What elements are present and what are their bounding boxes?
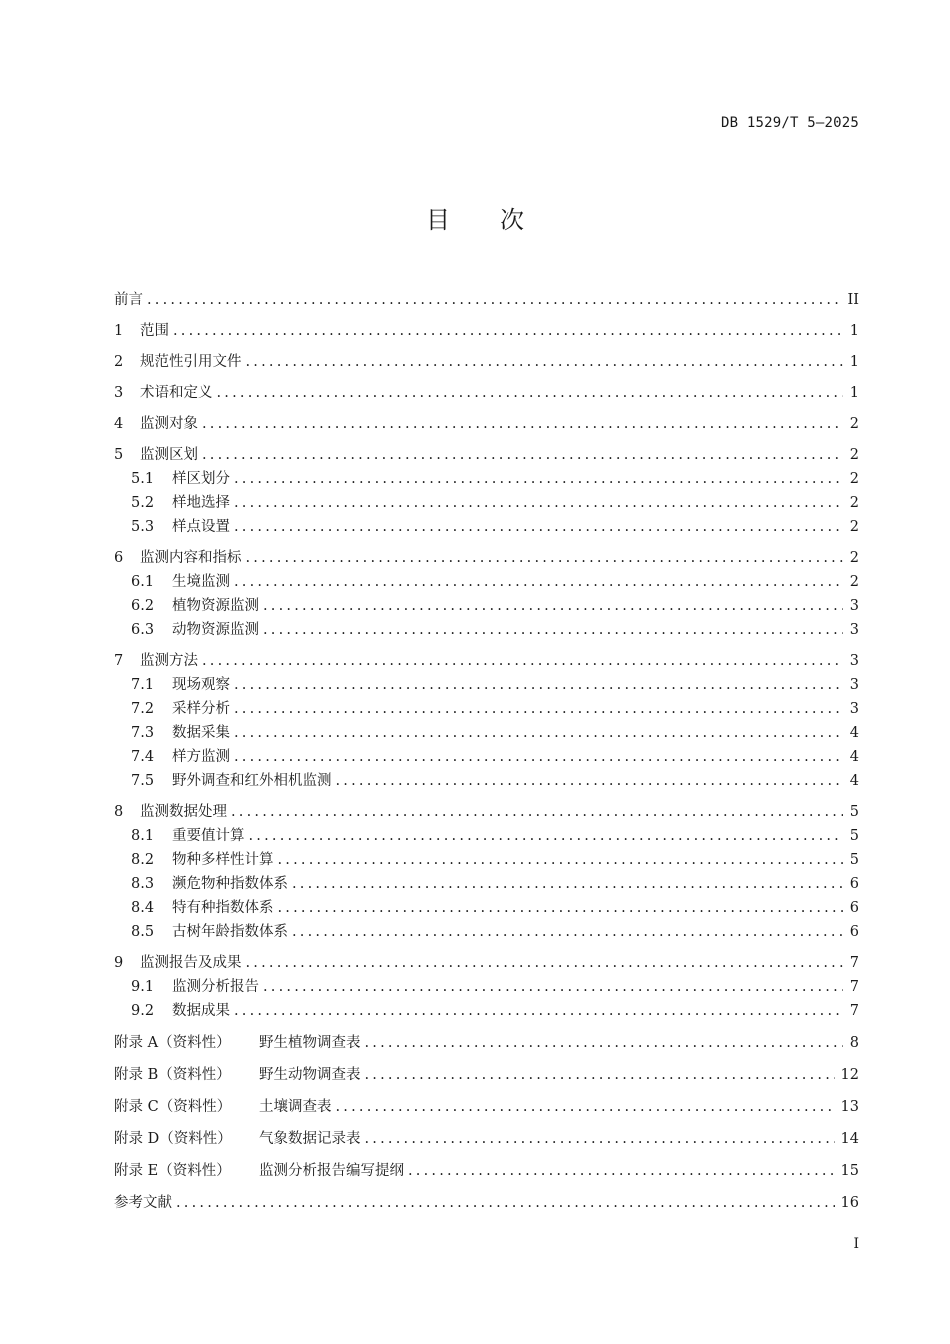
toc-dot-leader	[365, 1063, 835, 1087]
toc-dot-leader	[249, 824, 844, 848]
toc-dot-leader	[336, 1095, 835, 1119]
toc-entry-number: 8.3	[131, 876, 155, 892]
toc-entry-text: 植物资源监测	[172, 598, 259, 614]
toc-entry-text: 现场观察	[172, 677, 230, 693]
toc-entry-label	[131, 515, 230, 539]
toc-dot-leader	[202, 443, 843, 467]
toc-entry-label	[131, 467, 230, 491]
toc-entry-page: 5	[849, 852, 859, 868]
toc-dot-leader	[176, 1191, 835, 1215]
toc-entry-label	[131, 594, 259, 618]
toc-entry-label	[114, 951, 242, 975]
toc-dot-leader	[246, 350, 844, 374]
toc-entry-page: 12	[840, 1067, 859, 1083]
toc-dot-leader	[234, 570, 843, 594]
toc-entry-label	[114, 381, 213, 405]
toc-entry-page: 1	[849, 385, 859, 401]
page-number: I	[853, 1236, 859, 1252]
toc-dot-leader	[278, 848, 844, 872]
toc-entry-text: 监测数据处理	[140, 804, 227, 820]
toc-entry-page: 2	[849, 550, 859, 566]
toc-entry-label	[131, 745, 230, 769]
toc-entry-label	[114, 546, 242, 570]
toc-dot-leader	[365, 1031, 844, 1055]
toc-entry[interactable]	[114, 769, 859, 793]
toc-entry-page: 2	[849, 416, 859, 432]
toc-entry-text: 物种多样性计算	[172, 852, 274, 868]
toc-entry-label	[131, 824, 245, 848]
toc-entry-page: 7	[849, 1003, 859, 1019]
toc-entry-page: 6	[849, 924, 859, 940]
toc-entry-label	[131, 848, 274, 872]
page-title: 目次	[426, 206, 574, 234]
toc-entry-text: 范围	[140, 323, 169, 339]
toc-dot-leader	[173, 319, 843, 343]
toc-dot-leader	[263, 594, 843, 618]
toc-entry-label	[131, 570, 230, 594]
toc-entry-text: 数据成果	[172, 1003, 230, 1019]
toc-entry-text: 生境监测	[172, 574, 230, 590]
toc-dot-leader	[234, 999, 843, 1023]
toc-entry-label	[114, 1031, 361, 1055]
toc-entry-page: 5	[849, 828, 859, 844]
toc-entry-number: 5.3	[131, 519, 155, 535]
toc-entry-page: 5	[849, 804, 859, 820]
toc-appendix-prefix: 附录 B（资料性）	[114, 1067, 231, 1083]
toc-entry-number: 5	[114, 447, 124, 463]
toc-entry-label	[131, 999, 230, 1023]
toc-entry-label	[131, 697, 230, 721]
toc-entry-text: 监测内容和指标	[140, 550, 242, 566]
toc-entry-number: 7.2	[131, 701, 155, 717]
toc-entry-text: 监测区划	[140, 447, 198, 463]
toc-entry-page: 6	[849, 900, 859, 916]
toc-entry-label	[114, 1127, 361, 1151]
toc-entry[interactable]	[114, 951, 859, 975]
toc-entry-text: 数据采集	[172, 725, 230, 741]
toc-dot-leader	[217, 381, 844, 405]
toc-entry-label	[114, 412, 198, 436]
toc-entry-number: 8.4	[131, 900, 155, 916]
toc-entry-text: 术语和定义	[140, 385, 213, 401]
toc-entry-text: 监测对象	[140, 416, 198, 432]
table-of-contents	[114, 288, 859, 1215]
toc-entry-page: 4	[849, 725, 859, 741]
toc-dot-leader	[246, 951, 844, 975]
toc-entry-number: 7	[114, 653, 124, 669]
toc-entry-text: 濒危物种指数体系	[172, 876, 288, 892]
toc-entry-text: 样地选择	[172, 495, 230, 511]
toc-entry-page: 7	[849, 955, 859, 971]
toc-dot-leader	[292, 872, 843, 896]
toc-entry-label	[114, 443, 198, 467]
toc-entry-label	[131, 896, 274, 920]
toc-entry-number: 7.5	[131, 773, 155, 789]
toc-entry-label	[114, 350, 242, 374]
toc-entry-text: 样区划分	[172, 471, 230, 487]
toc-entry[interactable]	[114, 618, 859, 642]
toc-entry-number: 2	[114, 354, 124, 370]
toc-entry[interactable]	[114, 412, 859, 436]
toc-entry-text: 野生植物调查表	[259, 1035, 361, 1051]
toc-dot-leader	[263, 618, 843, 642]
toc-entry-label	[114, 1095, 332, 1119]
toc-appendix-prefix: 附录 A（资料性）	[114, 1035, 231, 1051]
toc-entry-label	[114, 1159, 404, 1183]
toc-dot-leader	[263, 975, 843, 999]
toc-entry-text: 前言	[114, 292, 143, 308]
toc-dot-leader	[336, 769, 844, 793]
toc-entry-page: 4	[849, 749, 859, 765]
toc-entry-text: 采样分析	[172, 701, 230, 717]
toc-entry-label	[114, 319, 169, 343]
toc-dot-leader	[202, 412, 843, 436]
toc-entry-label	[131, 920, 288, 944]
toc-entry-page: 2	[849, 574, 859, 590]
toc-entry-label	[114, 649, 198, 673]
toc-entry-number: 7.1	[131, 677, 155, 693]
toc-entry-label	[114, 800, 227, 824]
toc-entry[interactable]	[114, 491, 859, 515]
toc-entry-text: 监测报告及成果	[140, 955, 242, 971]
toc-appendix-prefix: 附录 E（资料性）	[114, 1163, 231, 1179]
toc-dot-leader	[234, 721, 843, 745]
toc-entry-page: II	[847, 292, 859, 308]
toc-entry[interactable]	[114, 800, 859, 824]
toc-entry[interactable]	[114, 319, 859, 343]
toc-dot-leader	[234, 745, 843, 769]
toc-entry-page: 3	[849, 653, 859, 669]
toc-dot-leader	[234, 673, 843, 697]
toc-entry[interactable]	[114, 288, 859, 312]
toc-entry-text: 气象数据记录表	[259, 1131, 361, 1147]
toc-entry-number: 8.1	[131, 828, 155, 844]
toc-entry-number: 9.1	[131, 979, 155, 995]
toc-entry-label	[131, 872, 288, 896]
toc-entry-page: 15	[840, 1163, 859, 1179]
toc-entry-page: 14	[840, 1131, 859, 1147]
toc-entry[interactable]	[114, 745, 859, 769]
toc-entry-text: 样点设置	[172, 519, 230, 535]
toc-dot-leader	[292, 920, 843, 944]
toc-entry-text: 重要值计算	[172, 828, 245, 844]
toc-entry-page: 2	[849, 495, 859, 511]
toc-entry-number: 6	[114, 550, 124, 566]
toc-entry-text: 监测方法	[140, 653, 198, 669]
toc-entry[interactable]	[114, 350, 859, 374]
toc-entry-number: 7.3	[131, 725, 155, 741]
toc-entry-text: 动物资源监测	[172, 622, 259, 638]
toc-entry[interactable]	[114, 515, 859, 539]
toc-entry-text: 监测分析报告	[172, 979, 259, 995]
toc-dot-leader	[147, 288, 842, 312]
toc-dot-leader	[246, 546, 844, 570]
toc-entry-text: 野外调查和红外相机监测	[172, 773, 332, 789]
toc-entry-number: 4	[114, 416, 124, 432]
toc-entry[interactable]	[114, 649, 859, 673]
toc-appendix-prefix: 附录 D（资料性）	[114, 1131, 232, 1147]
toc-entry[interactable]	[114, 697, 859, 721]
toc-entry[interactable]	[114, 1063, 859, 1087]
toc-dot-leader	[365, 1127, 835, 1151]
toc-entry-page: 1	[849, 323, 859, 339]
toc-dot-leader	[234, 697, 843, 721]
toc-entry-number: 5.2	[131, 495, 155, 511]
toc-entry-number: 9	[114, 955, 124, 971]
toc-entry-label	[114, 1063, 361, 1087]
toc-entry-page: 2	[849, 447, 859, 463]
toc-entry-text: 特有种指数体系	[172, 900, 274, 916]
toc-entry-text: 参考文献	[114, 1195, 172, 1211]
toc-entry-page: 16	[840, 1195, 859, 1211]
toc-entry-number: 5.1	[131, 471, 155, 487]
toc-entry-label	[131, 721, 230, 745]
toc-entry-page: 13	[840, 1099, 859, 1115]
toc-entry[interactable]	[114, 1095, 859, 1119]
toc-dot-leader	[202, 649, 843, 673]
toc-entry-label	[131, 673, 230, 697]
toc-entry-page: 1	[849, 354, 859, 370]
toc-entry-label	[131, 618, 259, 642]
toc-entry-page: 6	[849, 876, 859, 892]
toc-entry[interactable]	[114, 848, 859, 872]
toc-entry[interactable]	[114, 1191, 859, 1215]
toc-entry-page: 4	[849, 773, 859, 789]
toc-entry-label	[131, 491, 230, 515]
toc-entry-page: 3	[849, 598, 859, 614]
toc-dot-leader	[278, 896, 844, 920]
toc-entry-text: 样方监测	[172, 749, 230, 765]
toc-entry-text: 土壤调查表	[259, 1099, 332, 1115]
toc-entry[interactable]	[114, 1159, 859, 1183]
toc-appendix-prefix: 附录 C（资料性）	[114, 1099, 232, 1115]
toc-entry-number: 6.2	[131, 598, 155, 614]
toc-entry[interactable]	[114, 381, 859, 405]
toc-entry[interactable]	[114, 467, 859, 491]
toc-entry-text: 野生动物调查表	[259, 1067, 361, 1083]
toc-entry-page: 3	[849, 677, 859, 693]
toc-entry-text: 规范性引用文件	[140, 354, 242, 370]
toc-entry[interactable]	[114, 872, 859, 896]
toc-entry[interactable]	[114, 1031, 859, 1055]
toc-entry-number: 8.2	[131, 852, 155, 868]
toc-entry[interactable]	[114, 546, 859, 570]
toc-entry[interactable]	[114, 570, 859, 594]
toc-entry-number: 3	[114, 385, 124, 401]
document-code: DB 1529/T 5—2025	[720, 115, 859, 131]
toc-entry[interactable]	[114, 824, 859, 848]
toc-entry-label	[131, 975, 259, 999]
toc-entry-text: 监测分析报告编写提纲	[259, 1163, 404, 1179]
toc-entry-page: 3	[849, 622, 859, 638]
toc-entry-label	[131, 769, 332, 793]
toc-dot-leader	[234, 467, 843, 491]
toc-entry-number: 1	[114, 323, 124, 339]
toc-entry-page: 8	[849, 1035, 859, 1051]
toc-dot-leader	[234, 491, 843, 515]
toc-dot-leader	[231, 800, 843, 824]
toc-entry[interactable]	[114, 673, 859, 697]
toc-entry[interactable]	[114, 975, 859, 999]
toc-entry-page: 2	[849, 471, 859, 487]
toc-entry[interactable]	[114, 920, 859, 944]
toc-entry-number: 8	[114, 804, 124, 820]
toc-entry-page: 2	[849, 519, 859, 535]
toc-entry[interactable]	[114, 1127, 859, 1151]
toc-entry[interactable]	[114, 594, 859, 618]
toc-entry-number: 6.3	[131, 622, 155, 638]
toc-entry[interactable]	[114, 443, 859, 467]
toc-entry-page: 7	[849, 979, 859, 995]
toc-entry[interactable]	[114, 721, 859, 745]
toc-entry-page: 3	[849, 701, 859, 717]
toc-entry-number: 8.5	[131, 924, 155, 940]
toc-dot-leader	[408, 1159, 835, 1183]
toc-entry-number: 7.4	[131, 749, 155, 765]
toc-dot-leader	[234, 515, 843, 539]
toc-entry-text: 古树年龄指数体系	[172, 924, 288, 940]
toc-entry-number: 9.2	[131, 1003, 155, 1019]
toc-entry[interactable]	[114, 999, 859, 1023]
toc-entry[interactable]	[114, 896, 859, 920]
toc-entry-label	[114, 288, 143, 312]
toc-entry-label	[114, 1191, 172, 1215]
toc-entry-number: 6.1	[131, 574, 155, 590]
